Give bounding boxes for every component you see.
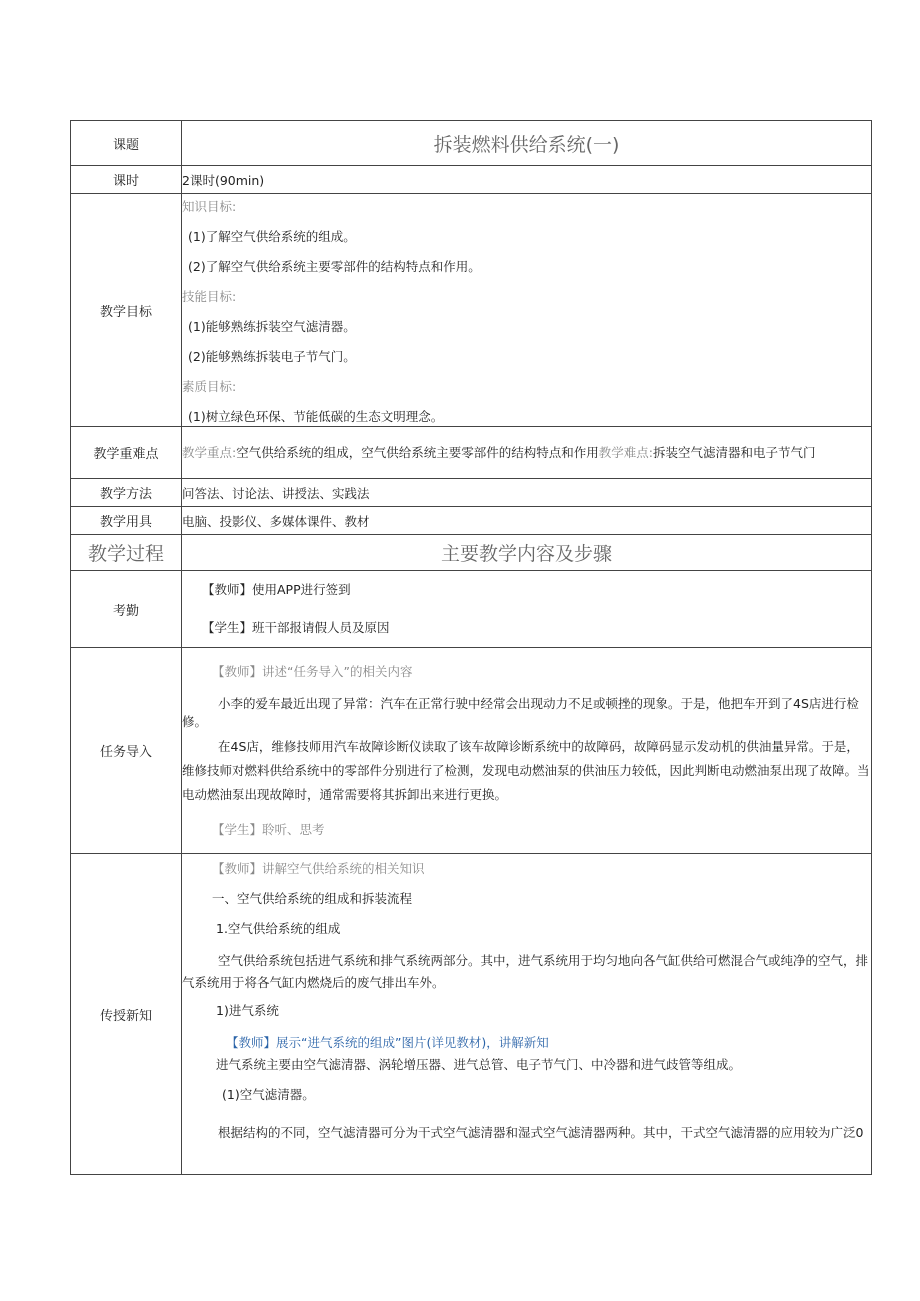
new-teacher: 【教师】讲解空气供给系统的相关知识 xyxy=(212,861,425,876)
hours-value: 2课时(90min) xyxy=(182,166,872,194)
task-student: 【学生】聆听、思考 xyxy=(212,821,325,837)
method-label: 教学方法 xyxy=(71,479,182,507)
tools-value: 电脑、投影仪、多媒体课件、教材 xyxy=(182,507,872,535)
process-header-right: 主要教学内容及步骤 xyxy=(182,535,872,571)
quality-heading: 素质目标: xyxy=(182,379,237,394)
topic-label: 课题 xyxy=(71,121,182,166)
tools-label: 教学用具 xyxy=(71,507,182,535)
method-value: 问答法、讨论法、讲授法、实践法 xyxy=(182,479,872,507)
attendance-teacher: 【教师】使用APP进行签到 xyxy=(202,582,351,597)
quality-item: (1)树立绿色环保、节能低碳的生态文明理念。 xyxy=(188,409,444,424)
goals-label: 教学目标 xyxy=(71,194,182,427)
topic-title: 拆装燃料供给系统(一) xyxy=(182,121,872,166)
knowledge-item: (2)了解空气供给系统主要零部件的结构特点和作用。 xyxy=(188,259,481,274)
new-paragraph-1: 空气供给系统包括进气系统和排气系统两部分。其中，进气系统用于均匀地向各气缸供给可燃混合气或纯净的空气，排气系统用于将各气缸内燃烧后的废气排出车外。 xyxy=(182,953,869,990)
subsection-heading: 1.空气供给系统的组成 xyxy=(216,921,341,936)
hours-label: 课时 xyxy=(71,166,182,194)
new-knowledge-cell xyxy=(182,854,872,1175)
key-heading: 教学重点: xyxy=(182,445,237,460)
difficulty-heading: 教学难点: xyxy=(598,445,653,460)
task-paragraph-1: 小李的爱车最近出现了异常：汽车在正常行驶中经常会出现动力不足或顿挫的现象。于是，他把车开到了4S店进行检修。 xyxy=(182,695,859,729)
new-knowledge-label: 传授新知 xyxy=(71,854,182,1175)
key-text: 空气供给系统的组成，空气供给系统主要零部件的结构特点和作用 xyxy=(236,445,599,460)
attendance-student: 【学生】班干部报请假人员及原因 xyxy=(202,620,390,635)
key-label: 教学重难点 xyxy=(71,427,182,479)
attendance-cell xyxy=(182,571,872,648)
attendance-label: 考勤 xyxy=(71,571,182,648)
knowledge-heading: 知识目标: xyxy=(182,199,237,214)
new-paragraph-2: 进气系统主要由空气滤清器、涡轮增压器、进气总管、电子节气门、中冷器和进气歧管等组成。 xyxy=(216,1057,742,1072)
section-heading: 一、空气供给系统的组成和拆装流程 xyxy=(212,891,413,906)
task-cell xyxy=(182,648,872,854)
intake-heading: 1)进气系统 xyxy=(216,1003,279,1018)
task-teacher: 【教师】讲述“任务导入”的相关内容 xyxy=(212,663,413,679)
goals-cell xyxy=(182,194,872,427)
skill-item: (2)能够熟练拆装电子节气门。 xyxy=(188,349,356,364)
new-paragraph-3: 根据结构的不同，空气滤清器可分为干式空气滤清器和湿式空气滤清器两种。其中，干式空气滤清器的应用较为广泛0 xyxy=(218,1125,864,1140)
process-header-left: 教学过程 xyxy=(71,535,182,571)
key-cell xyxy=(182,427,872,479)
skill-heading: 技能目标: xyxy=(182,289,237,304)
lesson-plan-table xyxy=(70,120,872,1175)
difficulty-text: 拆装空气滤清器和电子节气门 xyxy=(652,445,816,460)
new-teacher-2: 【教师】展示“进气系统的组成”图片(详见教材)，讲解新知 xyxy=(226,1035,549,1050)
task-label: 任务导入 xyxy=(71,648,182,854)
air-filter-heading: (1)空气滤清器。 xyxy=(222,1087,315,1102)
knowledge-item: (1)了解空气供给系统的组成。 xyxy=(188,229,356,244)
task-paragraph-2: 在4S店，维修技师用汽车故障诊断仪读取了该车故障诊断系统中的故障码，故障码显示发动机的供油量异常。于是，维修技师对燃料供给系统中的零部件分别进行了检测，发现电动燃油泵的供油压力较低，因此判断电动燃油泵出现了故障。当电动燃油泵出现故障时，通常需要将其拆卸出来进行更换。 xyxy=(182,738,870,802)
skill-item: (1)能够熟练拆装空气滤清器。 xyxy=(188,319,356,334)
